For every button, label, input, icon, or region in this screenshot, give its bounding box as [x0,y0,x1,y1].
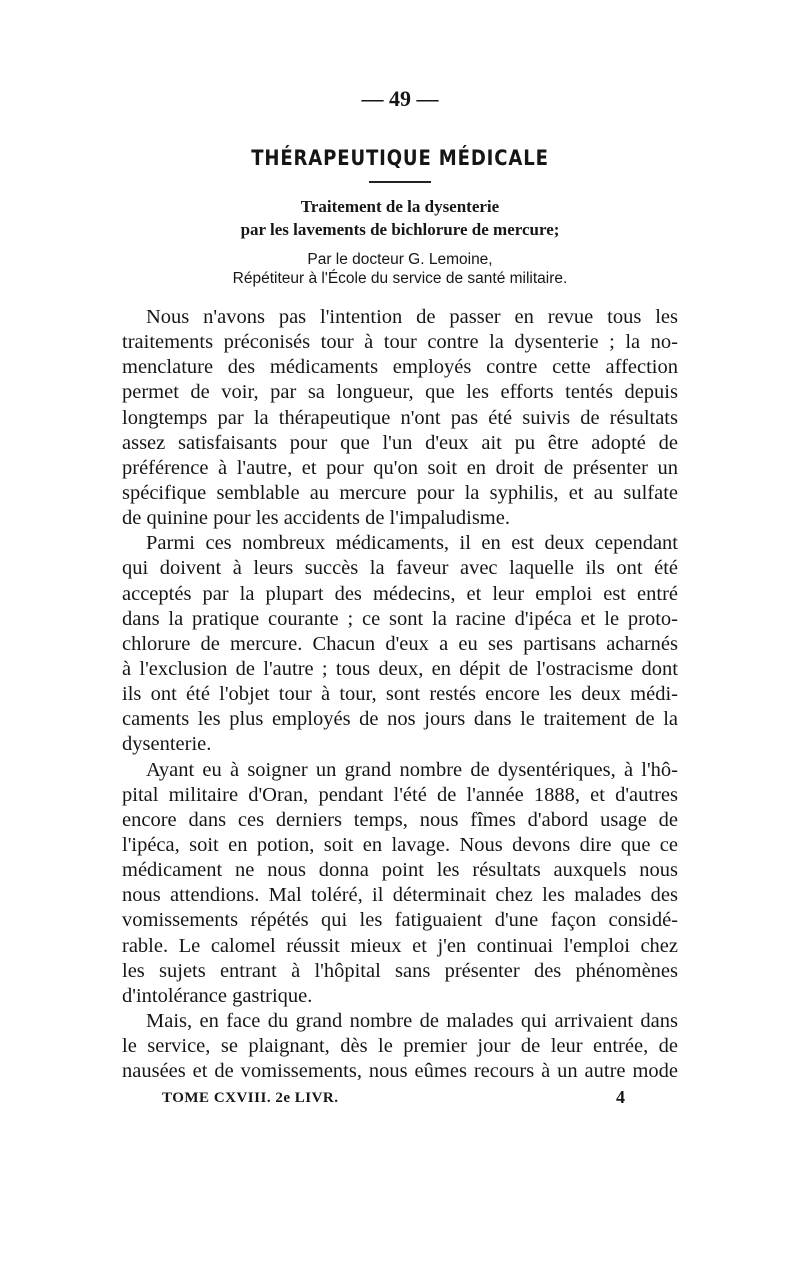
author-affiliation: Répétiteur à l'École du service de santé militaire. [232,270,568,287]
text-line: Mais, en face du grand nombre de malades qui arrivaient dans [146,1009,678,1032]
article-title-line-1: Traitement de la dysenterie [300,197,500,216]
text-line: assez satisfaisants pour que l'un d'eux ait pu être adopté de [122,431,678,454]
text-line: médicament ne nous donna point les résultats auxquels nous [122,859,678,882]
text-line: ils ont été l'objet tour à tour, sont restés encore les deux médi- [122,683,678,706]
article-body [122,305,678,1084]
text-line: longtemps par la thérapeutique n'ont pas été suivis de résultats [122,406,678,429]
text-line: chlorure de mercure. Chacun d'eux a eu ses partisans acharnés [122,632,678,655]
text-line: rable. Le calomel réussit mieux et j'en continuai l'emploi chez [122,934,678,957]
section-title: THÉRAPEUTIQUE MÉDICALE [251,146,549,170]
text-line: d'intolérance gastrique. [122,984,313,1007]
text-line: dans la pratique courante ; ce sont la racine d'ipéca et le proto- [122,607,678,630]
text-line: pital militaire d'Oran, pendant l'été de l'année 1888, et d'autres [122,783,678,806]
page-number: — 49 — [361,86,439,111]
text-line: à l'exclusion de l'autre ; tous deux, en dépit de l'ostracisme dont [122,657,678,680]
text-line: Ayant eu à soigner un grand nombre de dysentériques, à l'hô- [146,758,678,781]
text-line: l'ipéca, soit en potion, soit en lavage. Nous devons dire que ce [122,833,678,856]
text-line: nausées et de vomissements, nous eûmes recours à un autre mode [122,1060,678,1083]
text-line: les sujets entrant à l'hôpital sans présenter des phénomènes [122,959,678,982]
book-page [122,0,678,1262]
text-line: nous attendions. Mal toléré, il déterminait chez les malades des [122,884,678,907]
text-line: préférence à l'autre, et pour qu'on soit en droit de présenter un [122,456,678,479]
text-line: caments les plus employés de nos jours dans le traitement de la [122,708,678,731]
author-name: Par le docteur G. Lemoine, [307,251,493,268]
text-line: acceptés par la plupart des médecins, et leur emploi est entré [122,582,678,605]
text-line: permet de voir, par sa longueur, que les efforts tentés depuis [122,381,678,404]
text-line: qui doivent à leurs succès la faveur avec laquelle ils ont été [122,557,678,580]
text-line: menclature des médicaments employés contre cette affection [122,356,678,379]
signature-number: 4 [616,1087,625,1107]
text-line: encore dans ces derniers temps, nous fîmes d'abord usage de [122,808,678,831]
text-line: de quinine pour les accidents de l'impaludisme. [122,507,510,530]
article-title-line-2: par les lavements de bichlorure de mercure; [240,220,560,239]
text-line: traitements préconisés tour à tour contre la dysenterie ; la no- [122,331,678,354]
title-rule [369,181,431,183]
text-line: vomissements répétés qui les fatiguaient d'une façon considé- [122,909,678,932]
text-line: Nous n'avons pas l'intention de passer en revue tous les [146,306,678,328]
text-line: spécifique semblable au mercure pour la syphilis, et au sulfate [122,481,678,504]
text-line: dysenterie. [122,733,212,756]
text-line: Parmi ces nombreux médicaments, il en est deux cependant [146,532,678,555]
volume-signature: TOME CXVIII. 2e LIVR. [162,1090,339,1106]
text-line: le service, se plaignant, dès le premier jour de leur entrée, de [122,1035,678,1058]
